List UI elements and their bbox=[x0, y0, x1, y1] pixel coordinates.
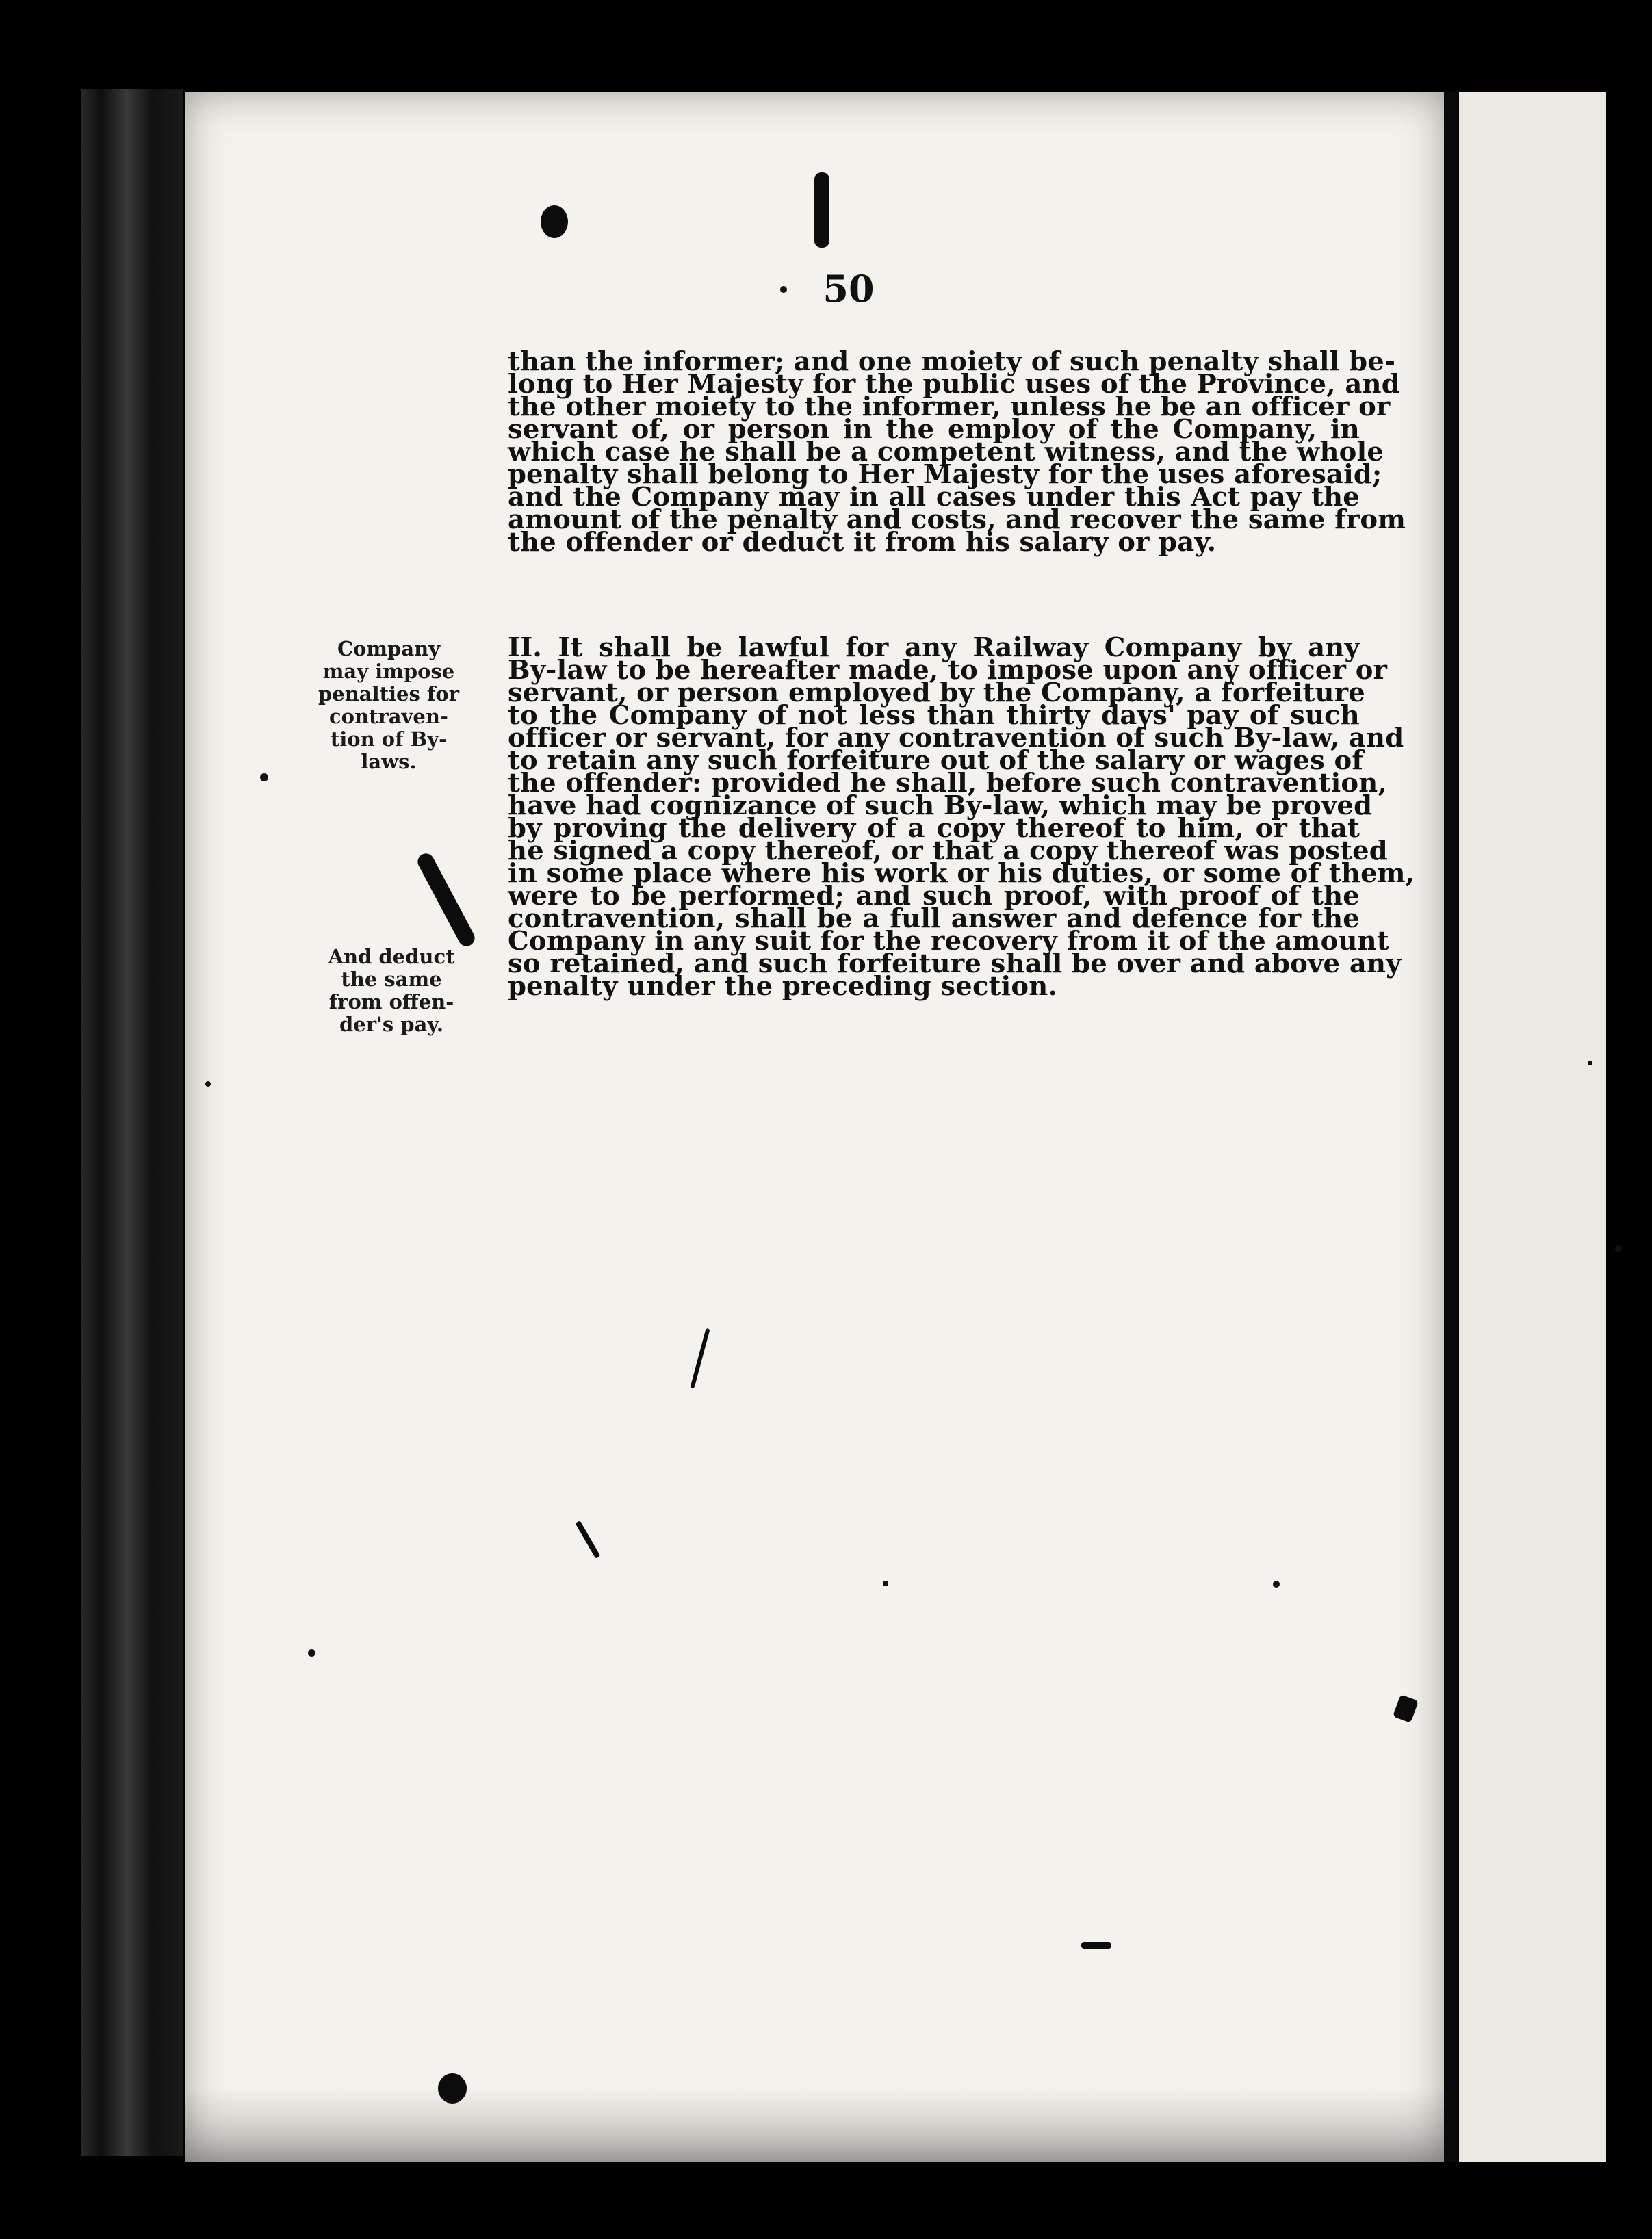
text-line: servant, or person employed by the Company, a forfeiture bbox=[508, 677, 1365, 708]
text-line: and the Company may in all cases under this Act pay the bbox=[508, 482, 1360, 513]
text-line: By-law to be hereafter made, to impose upon any officer or bbox=[508, 655, 1388, 686]
speck bbox=[1273, 1581, 1280, 1588]
speck bbox=[780, 286, 787, 293]
paragraph-continuation bbox=[508, 346, 1406, 558]
margin-note-line: the same bbox=[341, 968, 442, 991]
text-line: the offender: provided he shall, before such contravention, bbox=[508, 768, 1388, 799]
text-line: penalty under the preceding section. bbox=[508, 971, 1058, 1002]
margin-note-line: tion of By- bbox=[330, 727, 448, 751]
text-line: have had cognizance of such By-law, which may be proved bbox=[508, 790, 1373, 821]
speck bbox=[205, 1081, 211, 1087]
text-line: long to Her Majesty for the public uses of the Province, and bbox=[508, 369, 1400, 400]
text-line: Company in any suit for the recovery from it of the amount bbox=[508, 926, 1389, 957]
text-line: penalty shall belong to Her Majesty for the uses aforesaid; bbox=[508, 459, 1382, 490]
margin-note-line: der's pay. bbox=[339, 1013, 443, 1036]
margin-note-line: contraven- bbox=[329, 705, 448, 728]
text-line: servant of, or person in the employ of the Company, in bbox=[508, 414, 1360, 445]
speck bbox=[1588, 1061, 1592, 1065]
ink-blot bbox=[1081, 1942, 1111, 1949]
margin-note-line: And deduct bbox=[328, 945, 455, 968]
text-line: to retain any such forfeiture out of the salary or wages of bbox=[508, 745, 1364, 776]
page-gutter bbox=[1444, 92, 1458, 2162]
text-line: the offender or deduct it from his salary or pay. bbox=[508, 527, 1217, 558]
adjacent-page-edge bbox=[1459, 92, 1606, 2162]
margin-note-deduct-pay bbox=[309, 946, 474, 1036]
text-line: which case he shall be a competent witness, and the whole bbox=[508, 437, 1384, 467]
speck bbox=[883, 1581, 888, 1586]
section-ii-paragraph bbox=[508, 632, 1415, 1002]
page-bottom-shadow bbox=[185, 2087, 1444, 2162]
text-line: officer or servant, for any contravention of such By-law, and bbox=[508, 723, 1404, 753]
speck bbox=[308, 1649, 315, 1657]
speck bbox=[260, 773, 268, 781]
text-line: than the informer; and one moiety of such penalty shall be- bbox=[508, 346, 1396, 377]
margin-note-line: may impose bbox=[322, 660, 455, 683]
text-line: in some place where his work or his duties, or some of them, bbox=[508, 858, 1415, 889]
margin-note-line: laws. bbox=[361, 750, 417, 773]
margin-note-line: from offen- bbox=[328, 990, 454, 1013]
margin-note-line: Company bbox=[337, 637, 441, 660]
text-line: by proving the delivery of a copy thereof to him, or that bbox=[508, 813, 1360, 844]
ink-blot bbox=[438, 2073, 467, 2104]
text-line: the other moiety to the informer, unless he be an officer or bbox=[508, 391, 1391, 422]
page-number: 50 bbox=[823, 267, 875, 311]
text-line: he signed a copy thereof, or that a copy thereof was posted bbox=[508, 836, 1388, 866]
text-line: to the Company of not less than thirty days' pay of such bbox=[508, 700, 1360, 731]
margin-note-bylaw-penalties bbox=[307, 638, 471, 773]
text-line: were to be performed; and such proof, with proof of the bbox=[508, 881, 1360, 911]
text-line: contravention, shall be a full answer and defence for the bbox=[508, 903, 1360, 934]
ink-blot bbox=[541, 205, 568, 238]
margin-note-line: penalties for bbox=[318, 682, 459, 706]
text-line: so retained, and such forfeiture shall be over and above any bbox=[508, 948, 1402, 979]
book-binding bbox=[81, 89, 183, 2156]
ink-blot bbox=[814, 172, 829, 248]
text-line: II. It shall be lawful for any Railway Company by any bbox=[508, 632, 1360, 663]
speck bbox=[1615, 1245, 1621, 1252]
text-line: amount of the penalty and costs, and recover the same from bbox=[508, 504, 1406, 535]
